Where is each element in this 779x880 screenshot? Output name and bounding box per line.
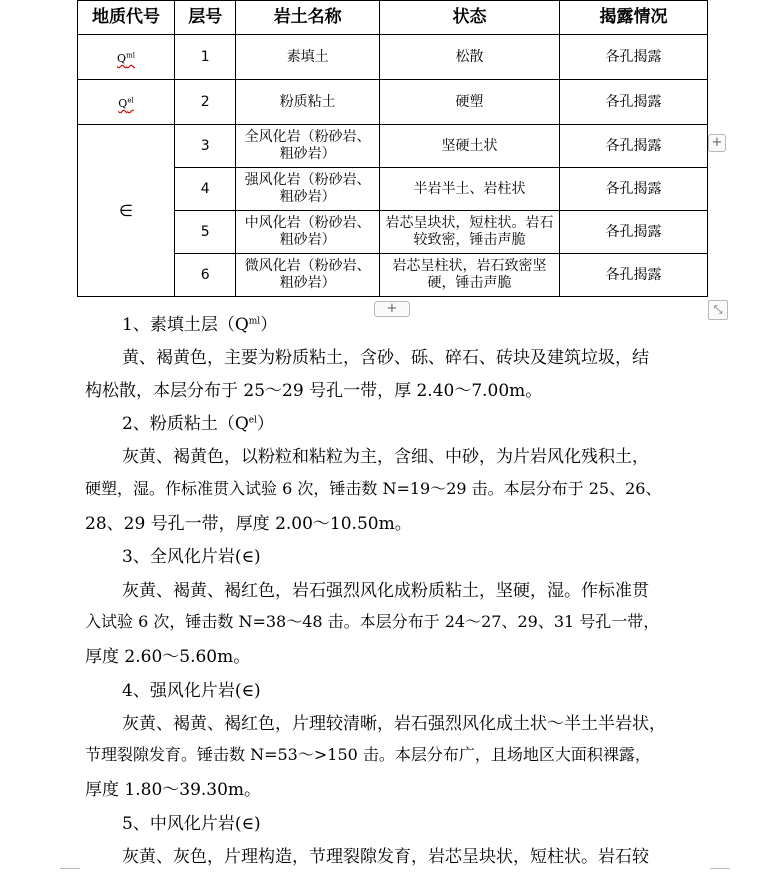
cell-state[interactable]: 岩芯呈块状，短柱状。岩石较致密，锤击声脆 bbox=[379, 211, 559, 254]
section-heading-2: 2、粉质粘土$(Q^{el})$ bbox=[122, 414, 274, 434]
cell-state[interactable]: 松散 bbox=[379, 35, 559, 80]
section-heading-5: 5、中风化片岩(∈) bbox=[122, 814, 261, 834]
cell-state[interactable]: 坚硬土状 bbox=[379, 125, 559, 168]
cell-soil-name[interactable]: 微风化岩（粉砂岩、粗砂岩） bbox=[236, 254, 380, 297]
header-state: 状态 bbox=[379, 1, 559, 35]
table-row bbox=[78, 80, 708, 125]
cell-soil-name[interactable]: 强风化岩（粉砂岩、粗砂岩） bbox=[236, 168, 380, 211]
cell-layer-no[interactable]: 5 bbox=[175, 211, 236, 254]
paragraph-line: 28、29 号孔一带，厚度 2.00～10.50m。 bbox=[85, 514, 412, 534]
paragraph-line: 灰黄、灰色，片理构造，节理裂隙发育，岩芯呈块状，短柱状。岩石较 bbox=[122, 847, 649, 867]
geology-table[interactable] bbox=[77, 0, 708, 297]
cell-layer-no[interactable]: 6 bbox=[175, 254, 236, 297]
paragraph-line: 构松散，本层分布于 25～29 号孔一带，厚 2.40～7.00m。 bbox=[85, 381, 543, 401]
paragraph-line: 厚度 2.60～5.60m。 bbox=[85, 647, 251, 667]
cell-geo-code[interactable]: $Q^{ml}$ bbox=[78, 35, 175, 80]
cell-soil-name[interactable]: 中风化岩（粉砂岩、粗砂岩） bbox=[236, 211, 380, 254]
header-layer-no: 层号 bbox=[175, 1, 236, 35]
resize-diagonal-icon: ⤡ bbox=[713, 303, 723, 316]
header-geo-code: 地质代号 bbox=[78, 1, 175, 35]
cell-soil-name[interactable]: 全风化岩（粉砂岩、粗砂岩） bbox=[236, 125, 380, 168]
cell-exposure[interactable]: 各孔揭露 bbox=[560, 211, 708, 254]
table-header-row bbox=[78, 1, 708, 35]
table-row bbox=[78, 125, 708, 168]
cell-layer-no[interactable]: 4 bbox=[175, 168, 236, 211]
cell-geo-code[interactable]: $Q^{el}$ bbox=[78, 80, 175, 125]
cell-layer-no[interactable]: 3 bbox=[175, 125, 236, 168]
cell-layer-no[interactable]: 2 bbox=[175, 80, 236, 125]
plus-icon: + bbox=[386, 301, 398, 316]
paragraph-line: 黄、褐黄色，主要为粉质粘土，含砂、砾、碎石、砖块及建筑垃圾，结 bbox=[122, 348, 649, 368]
cell-soil-name[interactable]: 素填土 bbox=[236, 35, 380, 80]
header-exposure: 揭露情况 bbox=[560, 1, 708, 35]
paragraph-line: 节理裂隙发育。锤击数 N=53～>150 击。本层分布广，且场地区大面积裸露， bbox=[85, 745, 651, 764]
cell-state[interactable]: 硬塑 bbox=[379, 80, 559, 125]
cell-soil-name[interactable]: 粉质粘土 bbox=[236, 80, 380, 125]
page-margin-marker bbox=[710, 868, 730, 879]
cell-exposure[interactable]: 各孔揭露 bbox=[560, 125, 708, 168]
cell-exposure[interactable]: 各孔揭露 bbox=[560, 80, 708, 125]
plus-icon: + bbox=[711, 135, 723, 150]
paragraph-line: 灰黄、褐黄、褐红色，片理较清晰，岩石强烈风化成土状～半土半岩状， bbox=[122, 714, 666, 734]
paragraph-line: 入试验 6 次，锤击数 N=38～48 击。本层分布于 24～27、29、31 号孔一带， bbox=[85, 612, 660, 631]
cell-state[interactable]: 岩芯呈柱状，岩石致密坚硬，锤击声脆 bbox=[379, 254, 559, 297]
paragraph-line: 硬塑，湿。作标准贯入试验 6 次，锤击数 N=19～29 击。本层分布于 25、26、 bbox=[85, 479, 662, 498]
table-row bbox=[78, 35, 708, 80]
header-soil-name: 岩土名称 bbox=[236, 1, 380, 35]
page-margin-marker bbox=[60, 868, 80, 879]
cell-layer-no[interactable]: 1 bbox=[175, 35, 236, 80]
add-row-button[interactable] bbox=[374, 301, 410, 317]
cell-exposure[interactable]: 各孔揭露 bbox=[560, 35, 708, 80]
section-heading-1: 1、素填土层$(Q^{ml})$ bbox=[122, 315, 278, 335]
paragraph-line: 灰黄、褐黄、褐红色，岩石强烈风化成粉质粘土，坚硬，湿。作标准贯 bbox=[122, 581, 649, 601]
paragraph-line: 厚度 1.80～39.30m。 bbox=[85, 780, 262, 800]
add-column-button[interactable] bbox=[708, 134, 726, 152]
cell-exposure[interactable]: 各孔揭露 bbox=[560, 254, 708, 297]
paragraph-line: 灰黄、褐黄色，以粉粒和粘粒为主，含细、中砂，为片岩风化残积土， bbox=[122, 447, 649, 467]
section-heading-3: 3、全风化片岩(∈) bbox=[122, 547, 261, 567]
cell-exposure[interactable]: 各孔揭露 bbox=[560, 168, 708, 211]
cell-geo-code-merged[interactable]: ∈ bbox=[78, 125, 175, 297]
section-heading-4: 4、强风化片岩(∈) bbox=[122, 681, 261, 701]
cell-state[interactable]: 半岩半土、岩柱状 bbox=[379, 168, 559, 211]
table-resize-handle[interactable] bbox=[708, 300, 728, 320]
